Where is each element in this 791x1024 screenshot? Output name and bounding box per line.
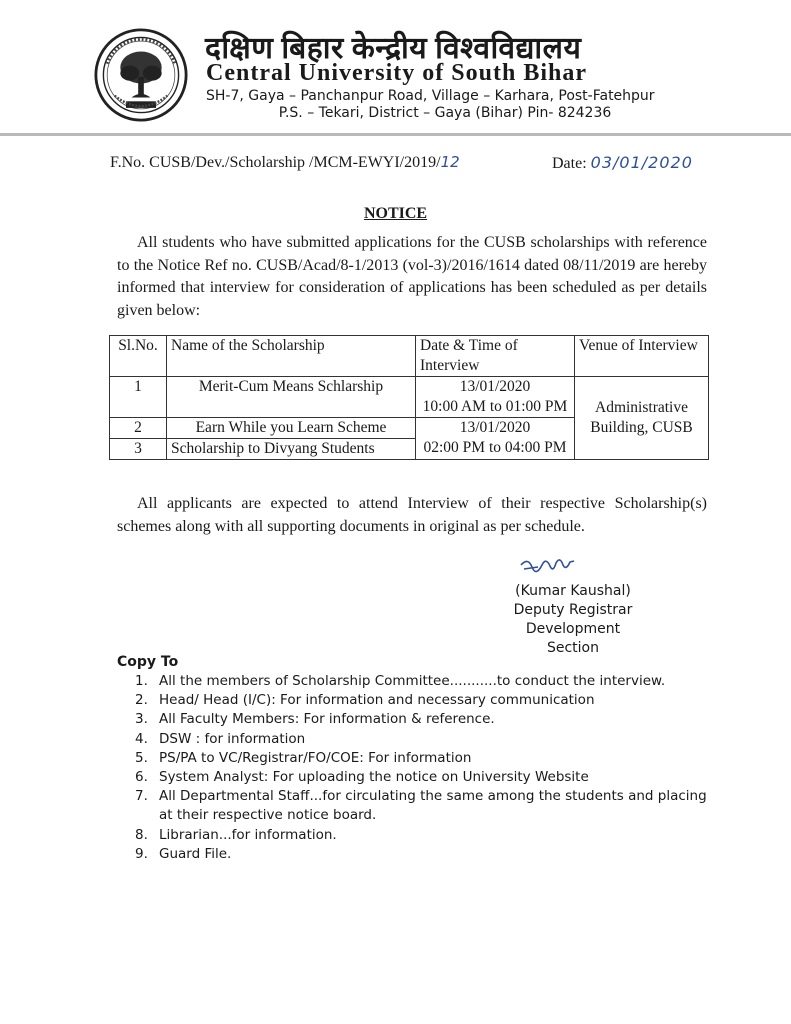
signatory-name: (Kumar Kaushal) (515, 583, 631, 599)
signature-icon (518, 553, 578, 579)
slot-time: 10:00 AM to 01:00 PM (422, 398, 568, 415)
header-sl-no: Sl.No. (110, 336, 167, 377)
address-line-1: SH-7, Gaya – Panchanpur Road, Village – Karhara, Post-Fatehpur (206, 88, 655, 104)
list-item-text: System Analyst: For uploading the notice on University Website (159, 769, 589, 786)
notice-intro-paragraph: All students who have submitted applications for the CUSB scholarships with reference to the Notice Ref no. CUSB/Acad/8-1/2013 (vol-3)/2016/1614 dated 08/11/2019 are hereby informed that interview for consideration of applications has been scheduled as per details given below: (117, 234, 707, 319)
list-item-number: 6. (135, 769, 148, 786)
list-item-number: 3. (135, 711, 148, 728)
list-item-number: 8. (135, 826, 148, 843)
table-header-row (110, 336, 709, 377)
header-venue: Venue of Interview (575, 336, 709, 377)
list-item (135, 672, 710, 691)
list-item-number: 4. (135, 730, 148, 747)
copy-to-list (135, 672, 710, 864)
row-sl-no: 1 (110, 377, 167, 418)
list-item-text: DSW : for information (159, 730, 306, 747)
copy-to-heading: Copy To (117, 654, 179, 670)
row-scholarship-name: Earn While you Learn Scheme (167, 418, 416, 439)
venue-cell: Administrative Building, CUSB (575, 377, 709, 460)
date-handwritten: 03/01/2020 (590, 153, 693, 172)
signatory-designation: Deputy Registrar (513, 602, 633, 618)
list-item-text: Head/ Head (I/C): For information and necessary communication (159, 692, 595, 709)
slot-date: 13/01/2020 (459, 419, 531, 436)
list-item-number: 2. (135, 692, 148, 709)
signatory-section: Development Section (525, 621, 621, 656)
row-sl-no: 2 (110, 418, 167, 439)
list-item-number: 7. (135, 788, 148, 805)
file-number (110, 153, 460, 172)
list-item (135, 826, 710, 845)
file-number-handwritten: 12 (440, 153, 460, 171)
list-item (135, 787, 710, 825)
university-seal-logo (94, 28, 188, 122)
row-sl-no: 3 (110, 439, 167, 460)
signatory-block (498, 582, 648, 658)
list-item-number: 1. (135, 673, 148, 689)
notice-title: NOTICE (363, 205, 428, 222)
letterhead (0, 0, 791, 140)
notice-closing-paragraph: All applicants are expected to attend Interview of their respective Scholarship(s) schemes along with all supporting documents in original as per schedule. (117, 495, 707, 535)
table-row (110, 377, 709, 418)
list-item (135, 730, 710, 749)
header-divider (0, 133, 791, 136)
list-item-text: PS/PA to VC/Registrar/FO/COE: For information (159, 749, 472, 766)
list-item-text: All Faculty Members: For information & reference. (159, 711, 495, 728)
list-item (135, 749, 710, 768)
slot-time: 02:00 PM to 04:00 PM (423, 439, 567, 456)
list-item-text: Librarian...for information. (159, 826, 337, 843)
row-scholarship-name: Merit-Cum Means Schlarship (167, 377, 416, 418)
university-name-hindi: दक्षिण बिहार केन्द्रीय विश्वविद्यालय (205, 32, 582, 65)
list-item (135, 691, 710, 710)
date-label: Date: (552, 155, 587, 172)
list-item-text: All Departmental Staff...for circulating the same among the students and placing at their respective notice board. (159, 788, 707, 824)
list-item (135, 768, 710, 787)
interview-schedule-table (109, 335, 709, 460)
list-item-number: 5. (135, 749, 148, 766)
list-item-text: Guard File. (159, 845, 232, 862)
row-date-time (416, 377, 575, 418)
list-item-number: 9. (135, 845, 148, 862)
list-item-text: All the members of Scholarship Committee...........to conduct the interview. (159, 673, 666, 689)
notice-date (552, 153, 693, 173)
list-item (135, 710, 710, 729)
row-scholarship-name: Scholarship to Divyang Students (167, 439, 416, 460)
file-number-prefix: F.No. CUSB/Dev./Scholarship /MCM-EWYI/2019/ (110, 154, 441, 171)
address-line-2: P.S. – Tekari, District – Gaya (Bihar) Pin- 824236 (278, 105, 612, 121)
header-date-time: Date & Time of Interview (416, 336, 575, 377)
list-item (135, 845, 710, 864)
header-scholarship-name: Name of the Scholarship (167, 336, 416, 377)
university-name-english: Central University of South Bihar (206, 60, 587, 86)
row-date-time (416, 418, 575, 460)
slot-date: 13/01/2020 (459, 378, 531, 395)
